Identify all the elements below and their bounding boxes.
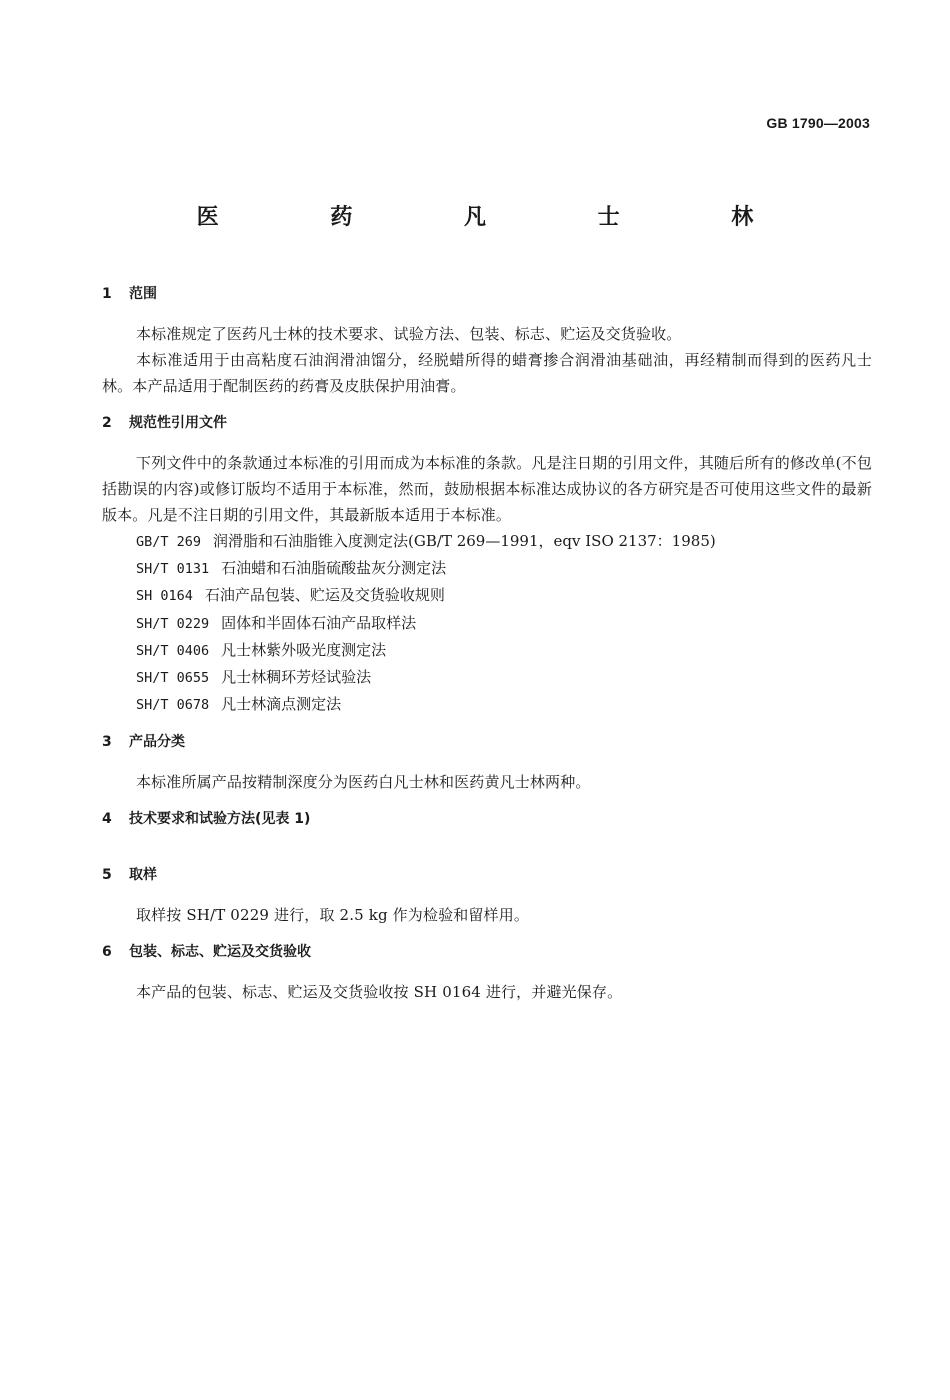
reference-item <box>102 582 872 609</box>
reference-item <box>102 528 872 555</box>
reference-item <box>102 555 872 582</box>
section-title: 取样 <box>129 867 157 884</box>
paragraph: 本标准适用于由高粘度石油润滑油馏分，经脱蜡所得的蜡膏掺合润滑油基础油，再经精制而得到的医药凡士林。本产品适用于配制医药的药膏及皮肤保护用油膏。 <box>102 351 872 395</box>
reference-title: 润滑脂和石油脂锥入度测定法(GB/T 269—1991，eqv ISO 2137：1985) <box>213 532 716 550</box>
section-1-heading <box>102 284 872 304</box>
reference-item <box>102 664 872 691</box>
reference-code: SH/T 0678 <box>136 697 210 714</box>
paragraph: 本产品的包装、标志、贮运及交货验收按 SH 0164 进行，并避光保存。 <box>136 983 623 1002</box>
section-title: 规范性引用文件 <box>129 415 227 431</box>
paragraph: 下列文件中的条款通过本标准的引用而成为本标准的条款。凡是注日期的引用文件，其随后所有的修改单(不包括勘误的内容)或修订版均不适用于本标准，然而，鼓励根据本标准达成协议的各方研究是否可使用这些文件的最新版本。凡是不注日期的引用文件，其最新版本适用于本标准。 <box>102 454 872 524</box>
section-title: 范围 <box>129 286 157 302</box>
section-number: 6 <box>102 944 112 961</box>
reference-code: SH 0164 <box>136 588 193 605</box>
section-3-heading <box>102 732 872 752</box>
section-5-heading <box>102 865 872 885</box>
document-title: 医 药 凡 士 林 <box>196 205 806 230</box>
standard-code: GB 1790—2003 <box>766 115 870 131</box>
normative-reference-list <box>102 528 872 718</box>
reference-title: 凡士林紫外吸光度测定法 <box>221 640 387 659</box>
section-number: 5 <box>102 867 112 884</box>
reference-title: 凡士林稠环芳烃试验法 <box>221 668 372 687</box>
reference-code: GB/T 269 <box>136 534 202 550</box>
reference-title: 凡士林滴点测定法 <box>221 695 342 714</box>
section-title: 产品分类 <box>129 734 185 751</box>
reference-title: 固体和半固体石油产品取样法 <box>221 613 417 632</box>
paragraph: 本标准规定了医药凡士林的技术要求、试验方法、包装、标志、贮运及交货验收。 <box>136 325 682 343</box>
paragraph: 本标准所属产品按精制深度分为医药白凡士林和医药黄凡士林两种。 <box>136 773 591 792</box>
section-title: 技术要求和试验方法(见表 1) <box>129 811 311 828</box>
document-body <box>102 284 872 1005</box>
section-number: 4 <box>102 811 112 828</box>
section-6-heading <box>102 942 872 962</box>
reference-title: 石油蜡和石油脂硫酸盐灰分测定法 <box>221 559 447 578</box>
section-number: 3 <box>102 734 112 751</box>
section-number: 2 <box>102 415 112 431</box>
reference-code: SH/T 0406 <box>136 642 210 659</box>
reference-item <box>102 610 872 637</box>
section-2-heading <box>102 413 872 433</box>
reference-code: SH/T 0655 <box>136 670 210 687</box>
reference-code: SH/T 0229 <box>136 615 210 632</box>
reference-item <box>102 637 872 664</box>
reference-code: SH/T 0131 <box>136 561 210 578</box>
section-title: 包装、标志、贮运及交货验收 <box>129 944 311 961</box>
reference-title: 石油产品包装、贮运及交货验收规则 <box>204 586 445 605</box>
section-4-heading <box>102 809 872 829</box>
reference-item <box>102 691 872 718</box>
paragraph: 取样按 SH/T 0229 进行，取 2.5 kg 作为检验和留样用。 <box>136 906 529 925</box>
section-number: 1 <box>102 286 112 302</box>
